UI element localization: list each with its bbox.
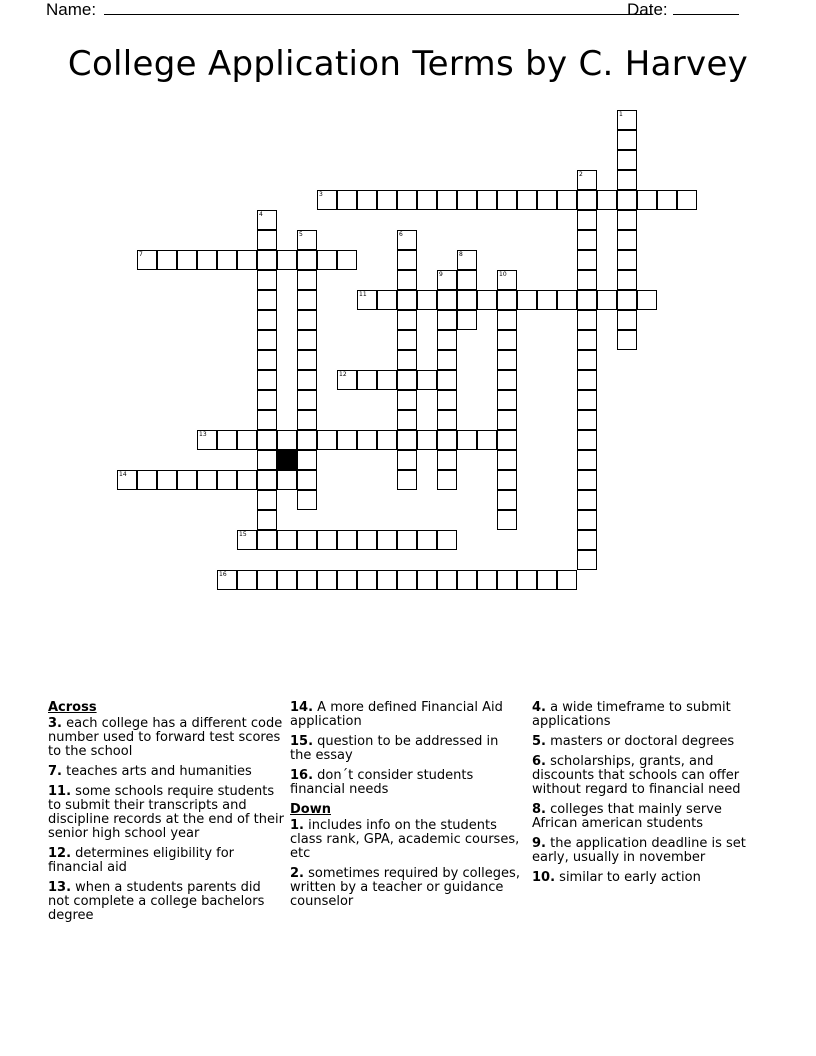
grid-cell[interactable] — [217, 430, 237, 450]
clue-number: 7. — [48, 764, 62, 779]
grid-cell[interactable] — [457, 270, 477, 290]
clue-number-label: 7 — [139, 251, 143, 258]
grid-cell[interactable] — [257, 430, 277, 450]
clue-text: don´t consider students financial needs — [290, 768, 474, 797]
grid-cell[interactable] — [577, 250, 597, 270]
grid-cell[interactable] — [557, 290, 577, 310]
grid-cell[interactable] — [277, 430, 297, 450]
grid-cell[interactable] — [577, 350, 597, 370]
grid-cell[interactable] — [457, 250, 477, 270]
grid-cell[interactable] — [437, 190, 457, 210]
grid-cell[interactable] — [337, 370, 357, 390]
clue-across-7 — [48, 765, 286, 779]
clue-number-label: 16 — [219, 571, 227, 578]
clues-column-1 — [48, 701, 286, 929]
clue-number-label: 6 — [399, 231, 403, 238]
grid-cell[interactable] — [537, 570, 557, 590]
grid-cell[interactable] — [577, 210, 597, 230]
grid-cell[interactable] — [637, 190, 657, 210]
grid-cell[interactable] — [577, 390, 597, 410]
grid-cell[interactable] — [397, 330, 417, 350]
grid-cell[interactable] — [577, 430, 597, 450]
grid-cell[interactable] — [197, 430, 217, 450]
grid-cell[interactable] — [357, 530, 377, 550]
clue-across-16 — [290, 769, 520, 797]
clue-number: 1. — [290, 818, 304, 833]
clue-number: 11. — [48, 784, 72, 799]
grid-cell[interactable] — [577, 270, 597, 290]
grid-cell[interactable] — [377, 430, 397, 450]
clue-number: 12. — [48, 846, 72, 861]
grid-cell[interactable] — [617, 270, 637, 290]
clue-number: 5. — [532, 734, 546, 749]
grid-cell[interactable] — [297, 530, 317, 550]
clue-text: the application deadline is set early, usually in november — [532, 836, 746, 865]
grid-cell[interactable] — [257, 250, 277, 270]
clue-number-label: 1 — [619, 111, 623, 118]
clue-number: 14. — [290, 700, 314, 715]
grid-cell[interactable] — [497, 570, 517, 590]
clue-number: 16. — [290, 768, 314, 783]
grid-cell[interactable] — [677, 190, 697, 210]
clue-number-label: 5 — [299, 231, 303, 238]
grid-cell[interactable] — [577, 510, 597, 530]
clue-number: 8. — [532, 802, 546, 817]
grid-cell[interactable] — [257, 470, 277, 490]
grid-cell[interactable] — [437, 390, 457, 410]
grid-cell[interactable] — [497, 430, 517, 450]
grid-cell[interactable] — [657, 190, 677, 210]
clue-across-11 — [48, 785, 286, 841]
grid-cell[interactable] — [417, 430, 437, 450]
grid-cell[interactable] — [277, 570, 297, 590]
grid-cell[interactable] — [537, 190, 557, 210]
clue-number-label: 15 — [239, 531, 247, 538]
clue-down-5 — [532, 735, 768, 749]
clue-text: when a students parents did not complete a college bachelors degree — [48, 880, 265, 923]
grid-cell[interactable] — [297, 350, 317, 370]
clue-across-12 — [48, 847, 286, 875]
grid-cell[interactable] — [157, 470, 177, 490]
grid-cell[interactable] — [297, 370, 317, 390]
grid-cell[interactable] — [617, 230, 637, 250]
grid-cell[interactable] — [257, 270, 277, 290]
clue-text: each college has a different code number used to forward test scores to the school — [48, 716, 283, 759]
grid-cell[interactable] — [257, 570, 277, 590]
grid-cell[interactable] — [377, 570, 397, 590]
clue-across-13 — [48, 881, 286, 923]
grid-cell[interactable] — [337, 430, 357, 450]
grid-cell[interactable] — [597, 290, 617, 310]
grid-cell[interactable] — [317, 250, 337, 270]
grid-cell[interactable] — [437, 350, 457, 370]
grid-cell[interactable] — [357, 290, 377, 310]
grid-cell[interactable] — [297, 430, 317, 450]
grid-cell[interactable] — [397, 230, 417, 250]
grid-cell[interactable] — [517, 570, 537, 590]
clue-down-4 — [532, 701, 768, 729]
clue-number-label: 10 — [499, 271, 507, 278]
grid-cell[interactable] — [437, 570, 457, 590]
grid-cell[interactable] — [577, 310, 597, 330]
grid-cell[interactable] — [617, 290, 637, 310]
grid-cell[interactable] — [517, 290, 537, 310]
grid-cell[interactable] — [617, 130, 637, 150]
grid-cell[interactable] — [257, 310, 277, 330]
grid-cell[interactable] — [577, 170, 597, 190]
grid-cell[interactable] — [397, 430, 417, 450]
clue-number-label: 2 — [579, 171, 583, 178]
clue-text: colleges that mainly serve African american students — [532, 802, 722, 831]
grid-cell[interactable] — [577, 230, 597, 250]
grid-cell[interactable] — [417, 530, 437, 550]
clue-text: A more defined Financial Aid application — [290, 700, 503, 729]
grid-cell[interactable] — [257, 530, 277, 550]
grid-cell[interactable] — [197, 470, 217, 490]
clue-number-label: 11 — [359, 291, 367, 298]
clue-number: 15. — [290, 734, 314, 749]
grid-cell[interactable] — [497, 510, 517, 530]
grid-cell[interactable] — [577, 470, 597, 490]
grid-cell[interactable] — [497, 390, 517, 410]
grid-cell[interactable] — [497, 350, 517, 370]
grid-cell[interactable] — [437, 530, 457, 550]
grid-cell[interactable] — [457, 190, 477, 210]
grid-cell[interactable] — [257, 290, 277, 310]
grid-cell[interactable] — [177, 470, 197, 490]
grid-cell[interactable] — [257, 450, 277, 470]
clue-number-label: 3 — [319, 191, 323, 198]
grid-cell[interactable] — [477, 430, 497, 450]
black-square — [277, 450, 297, 470]
grid-cell[interactable] — [437, 450, 457, 470]
grid-cell[interactable] — [437, 330, 457, 350]
grid-cell[interactable] — [257, 410, 277, 430]
grid-cell[interactable] — [437, 270, 457, 290]
clue-number: 3. — [48, 716, 62, 731]
grid-cell[interactable] — [497, 410, 517, 430]
grid-cell[interactable] — [297, 570, 317, 590]
grid-cell[interactable] — [337, 530, 357, 550]
grid-cell[interactable] — [257, 490, 277, 510]
grid-cell[interactable] — [257, 370, 277, 390]
grid-cell[interactable] — [437, 290, 457, 310]
grid-cell[interactable] — [417, 370, 437, 390]
grid-cell[interactable] — [417, 290, 437, 310]
grid-cell[interactable] — [297, 450, 317, 470]
grid-cell[interactable] — [357, 570, 377, 590]
grid-cell[interactable] — [257, 210, 277, 230]
grid-cell[interactable] — [497, 450, 517, 470]
grid-cell[interactable] — [397, 290, 417, 310]
grid-cell[interactable] — [577, 410, 597, 430]
clue-down-8 — [532, 803, 768, 831]
grid-cell[interactable] — [297, 390, 317, 410]
grid-cell[interactable] — [497, 310, 517, 330]
grid-cell[interactable] — [277, 250, 297, 270]
grid-cell[interactable] — [437, 370, 457, 390]
grid-cell[interactable] — [297, 330, 317, 350]
grid-cell[interactable] — [437, 410, 457, 430]
grid-cell[interactable] — [217, 470, 237, 490]
clue-text: teaches arts and humanities — [66, 764, 252, 779]
grid-cell[interactable] — [577, 370, 597, 390]
grid-cell[interactable] — [497, 190, 517, 210]
grid-cell[interactable] — [257, 510, 277, 530]
grid-cell[interactable] — [497, 330, 517, 350]
grid-cell[interactable] — [637, 290, 657, 310]
grid-cell[interactable] — [557, 570, 577, 590]
clue-number: 9. — [532, 836, 546, 851]
grid-cell[interactable] — [137, 470, 157, 490]
clue-number: 6. — [532, 754, 546, 769]
grid-cell[interactable] — [517, 190, 537, 210]
grid-cell[interactable] — [477, 190, 497, 210]
grid-cell[interactable] — [317, 190, 337, 210]
grid-cell[interactable] — [197, 250, 217, 270]
date-label: Date: — [627, 0, 668, 19]
grid-cell[interactable] — [577, 330, 597, 350]
grid-cell[interactable] — [137, 250, 157, 270]
grid-cell[interactable] — [237, 530, 257, 550]
clue-number-label: 13 — [199, 431, 207, 438]
grid-cell[interactable] — [237, 470, 257, 490]
clues-column-3 — [532, 701, 768, 891]
grid-cell[interactable] — [337, 190, 357, 210]
grid-cell[interactable] — [577, 450, 597, 470]
grid-cell[interactable] — [357, 190, 377, 210]
clue-number: 4. — [532, 700, 546, 715]
grid-cell[interactable] — [577, 530, 597, 550]
grid-cell[interactable] — [577, 490, 597, 510]
grid-cell[interactable] — [117, 470, 137, 490]
grid-cell[interactable] — [297, 230, 317, 250]
grid-cell[interactable] — [297, 490, 317, 510]
grid-cell[interactable] — [397, 270, 417, 290]
name-label: Name: — [46, 0, 97, 19]
grid-cell[interactable] — [457, 570, 477, 590]
grid-cell[interactable] — [337, 250, 357, 270]
puzzle-title: College Application Terms by C. Harvey — [67, 44, 749, 84]
grid-cell[interactable] — [397, 470, 417, 490]
grid-cell[interactable] — [157, 250, 177, 270]
grid-cell[interactable] — [297, 290, 317, 310]
grid-cell[interactable] — [617, 310, 637, 330]
grid-cell[interactable] — [397, 570, 417, 590]
clue-text: similar to early action — [559, 870, 701, 885]
grid-cell[interactable] — [257, 350, 277, 370]
grid-cell[interactable] — [257, 230, 277, 250]
grid-cell[interactable] — [237, 250, 257, 270]
grid-cell[interactable] — [297, 250, 317, 270]
grid-cell[interactable] — [437, 310, 457, 330]
grid-cell[interactable] — [497, 370, 517, 390]
grid-cell[interactable] — [417, 190, 437, 210]
grid-cell[interactable] — [257, 390, 277, 410]
grid-cell[interactable] — [617, 150, 637, 170]
grid-cell[interactable] — [257, 330, 277, 350]
grid-cell[interactable] — [397, 310, 417, 330]
clue-across-14 — [290, 701, 520, 729]
grid-cell[interactable] — [377, 290, 397, 310]
clue-across-3 — [48, 717, 286, 759]
grid-cell[interactable] — [397, 250, 417, 270]
grid-cell[interactable] — [177, 250, 197, 270]
grid-cell[interactable] — [457, 290, 477, 310]
clue-number-label: 14 — [119, 471, 127, 478]
clue-number-label: 12 — [339, 371, 347, 378]
grid-cell[interactable] — [237, 430, 257, 450]
clue-text: masters or doctoral degrees — [550, 734, 735, 749]
clue-down-1 — [290, 819, 520, 861]
grid-cell[interactable] — [597, 190, 617, 210]
grid-cell[interactable] — [337, 570, 357, 590]
grid-cell[interactable] — [277, 470, 297, 490]
grid-cell[interactable] — [457, 310, 477, 330]
grid-cell[interactable] — [397, 350, 417, 370]
grid-cell[interactable] — [277, 530, 297, 550]
across-heading: Across — [48, 700, 97, 715]
grid-cell[interactable] — [577, 550, 597, 570]
grid-cell[interactable] — [397, 530, 417, 550]
grid-cell[interactable] — [357, 370, 377, 390]
clue-text: some schools require students to submit their transcripts and discipline records at the end of their senior high school year — [48, 784, 284, 841]
grid-cell[interactable] — [397, 450, 417, 470]
grid-cell[interactable] — [377, 530, 397, 550]
grid-cell[interactable] — [617, 210, 637, 230]
grid-cell[interactable] — [297, 470, 317, 490]
grid-cell[interactable] — [617, 170, 637, 190]
grid-cell[interactable] — [617, 190, 637, 210]
grid-cell[interactable] — [317, 430, 337, 450]
clue-down-9 — [532, 837, 768, 865]
clue-number-label: 9 — [439, 271, 443, 278]
clue-down-2 — [290, 867, 520, 909]
grid-cell[interactable] — [577, 190, 597, 210]
grid-cell[interactable] — [617, 330, 637, 350]
grid-cell[interactable] — [457, 430, 477, 450]
grid-cell[interactable] — [477, 290, 497, 310]
clue-down-10 — [532, 871, 768, 885]
grid-cell[interactable] — [377, 190, 397, 210]
grid-cell[interactable] — [217, 570, 237, 590]
grid-cell[interactable] — [217, 250, 237, 270]
grid-cell[interactable] — [437, 430, 457, 450]
grid-cell[interactable] — [237, 570, 257, 590]
grid-cell[interactable] — [297, 310, 317, 330]
grid-cell[interactable] — [397, 370, 417, 390]
grid-cell[interactable] — [437, 470, 457, 490]
clue-text: includes info on the students class rank, GPA, academic courses, etc — [290, 818, 520, 861]
grid-cell[interactable] — [317, 530, 337, 550]
grid-cell[interactable] — [497, 490, 517, 510]
grid-cell[interactable] — [577, 290, 597, 310]
grid-cell[interactable] — [397, 390, 417, 410]
grid-cell[interactable] — [617, 250, 637, 270]
clues-column-2 — [290, 701, 520, 915]
clue-number-label: 8 — [459, 251, 463, 258]
clue-text: sometimes required by colleges, written by a teacher or guidance counselor — [290, 866, 520, 909]
grid-cell[interactable] — [557, 190, 577, 210]
clue-text: question to be addressed in the essay — [290, 734, 499, 763]
grid-cell[interactable] — [317, 570, 337, 590]
clue-number: 2. — [290, 866, 304, 881]
clue-text: determines eligibility for financial aid — [48, 846, 235, 875]
grid-cell[interactable] — [297, 270, 317, 290]
clue-text: a wide timeframe to submit applications — [532, 700, 731, 729]
down-heading: Down — [290, 802, 331, 817]
grid-cell[interactable] — [397, 410, 417, 430]
clue-across-15 — [290, 735, 520, 763]
grid-cell[interactable] — [537, 290, 557, 310]
grid-cell[interactable] — [497, 270, 517, 290]
grid-cell[interactable] — [477, 570, 497, 590]
clue-number: 13. — [48, 880, 72, 895]
clue-number-label: 4 — [259, 211, 263, 218]
grid-cell[interactable] — [357, 430, 377, 450]
grid-cell[interactable] — [417, 570, 437, 590]
grid-cell[interactable] — [497, 470, 517, 490]
clue-number: 10. — [532, 870, 556, 885]
grid-cell[interactable] — [297, 410, 317, 430]
grid-cell[interactable] — [497, 290, 517, 310]
grid-cell[interactable] — [377, 370, 397, 390]
grid-cell[interactable] — [617, 110, 637, 130]
grid-cell[interactable] — [397, 190, 417, 210]
clue-text: scholarships, grants, and discounts that schools can offer without regard to financial need — [532, 754, 741, 797]
clue-down-6 — [532, 755, 768, 797]
